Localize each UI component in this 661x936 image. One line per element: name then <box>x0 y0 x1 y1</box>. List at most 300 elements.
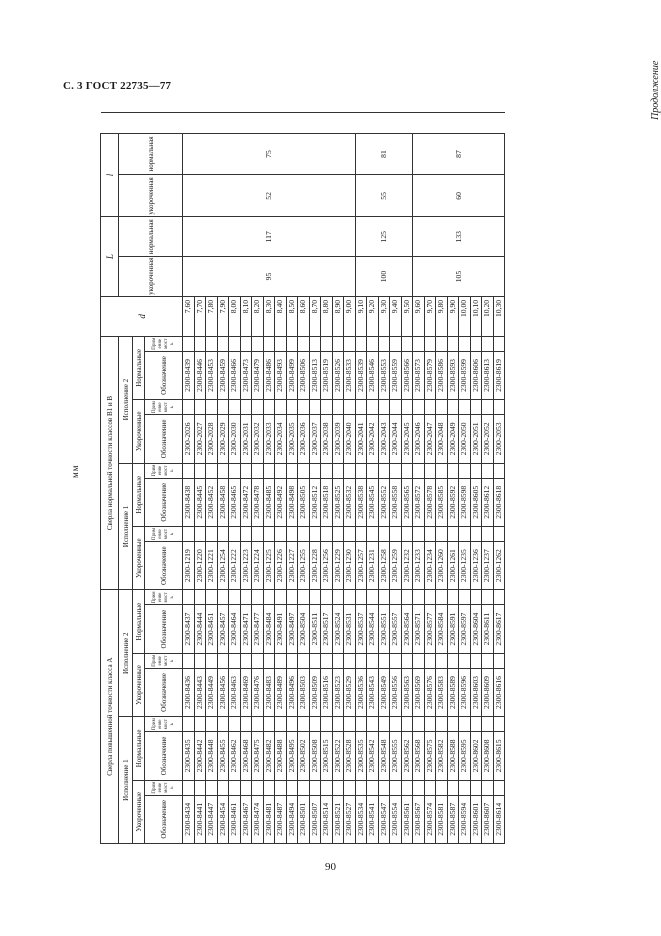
applicability-cell <box>447 653 459 668</box>
L-normal-header: нормальная <box>119 217 183 257</box>
applicability-cell <box>355 590 367 605</box>
designation-cell-b1n: 2300-8478 <box>252 478 264 526</box>
applicability-cell <box>240 336 252 351</box>
applicability-cell <box>229 336 241 351</box>
designation-cell-a1n: 2300-8542 <box>367 732 379 780</box>
applicability-cell <box>482 590 494 605</box>
designation-cell-b1s: 2300-1219 <box>183 542 195 590</box>
applicability-cell <box>321 400 333 415</box>
a-execution-2: Исполнение 2 <box>119 590 133 717</box>
L-header: L <box>101 217 119 297</box>
applicability-cell <box>263 526 275 541</box>
applicability-cell <box>275 780 287 795</box>
designation-cell-a1n: 2300-8548 <box>378 732 390 780</box>
applicability-cell <box>229 653 241 668</box>
designation-cell-b2s: 2300-2036 <box>298 415 310 463</box>
applicability-cell <box>194 653 206 668</box>
applicability-cell <box>298 463 310 478</box>
applicability-cell <box>470 463 482 478</box>
applicability-cell <box>194 717 206 732</box>
designation-cell-b1n: 2300-8492 <box>275 478 287 526</box>
applicability-cell <box>447 400 459 415</box>
designation-cell-a2n: 2300-8444 <box>194 605 206 653</box>
applicability-cell <box>493 526 505 541</box>
designation-cell-a2s: 2300-8556 <box>390 668 402 716</box>
applicability-cell <box>344 400 356 415</box>
applicability-cell <box>355 526 367 541</box>
applicability-cell <box>321 336 333 351</box>
designation-cell-a2s: 2300-8543 <box>367 668 379 716</box>
applicability-cell <box>390 336 402 351</box>
designation-cell-b2n: 2300-8573 <box>413 351 425 399</box>
designation-cell-a1s: 2300-8587 <box>447 795 459 843</box>
applicability-cell <box>367 463 379 478</box>
designation-cell-b1s: 2300-1220 <box>194 542 206 590</box>
designation-cell-b2s: 2300-2041 <box>355 415 367 463</box>
designation-cell-b1n: 2300-8512 <box>309 478 321 526</box>
designation-cell-b1n: 2300-8565 <box>401 478 413 526</box>
applicability-cell <box>413 336 425 351</box>
length-cell-l-short: 52 <box>183 175 356 217</box>
length-cell-l-short: 95 <box>183 257 356 297</box>
diameter-cell: 7,70 <box>194 296 206 336</box>
applicability-cell <box>424 590 436 605</box>
applicability-cell <box>436 590 448 605</box>
designation-cell-a2s: 2300-8523 <box>332 668 344 716</box>
diameter-cell: 8,60 <box>298 296 310 336</box>
designation-cell-a2s: 2300-8456 <box>217 668 229 716</box>
designation-cell-b1s: 2300-1224 <box>252 542 264 590</box>
designation-cell-a2n: 2300-8477 <box>252 605 264 653</box>
designation-cell-a2s: 2300-8443 <box>194 668 206 716</box>
page-number: 90 <box>325 861 336 873</box>
designation-cell-b1n: 2300-8445 <box>194 478 206 526</box>
designation-cell-a1n: 2300-8608 <box>482 732 494 780</box>
applicability-cell <box>367 526 379 541</box>
designation-cell-a1s: 2300-8607 <box>482 795 494 843</box>
designation-cell-a2n: 2300-8577 <box>424 605 436 653</box>
designation-cell-b2n: 2300-8553 <box>378 351 390 399</box>
applicability-cell <box>493 400 505 415</box>
designation-cell-a2n: 2300-8491 <box>275 605 287 653</box>
applicability-cell <box>321 780 333 795</box>
designation-cell-a2n: 2300-8437 <box>183 605 195 653</box>
designation-cell-a2s: 2300-8476 <box>252 668 264 716</box>
designation-cell-a2n: 2300-8544 <box>367 605 379 653</box>
applicability-cell <box>436 336 448 351</box>
designation-cell-b1s: 2300-1261 <box>447 542 459 590</box>
diameter-cell: 8,90 <box>332 296 344 336</box>
designation-cell-a1n: 2300-8455 <box>217 732 229 780</box>
designation-cell-a2s: 2300-8563 <box>401 668 413 716</box>
designation-cell-a1n: 2300-8582 <box>436 732 448 780</box>
diameter-cell: 10,00 <box>459 296 471 336</box>
applicability-cell <box>482 463 494 478</box>
applicability-cell <box>332 336 344 351</box>
designation-cell-a2n: 2300-8611 <box>482 605 494 653</box>
designation-cell-b1n: 2300-8472 <box>240 478 252 526</box>
applicability-cell <box>447 526 459 541</box>
designation-cell-b1s: 2300-1234 <box>424 542 436 590</box>
diameter-cell: 9,20 <box>367 296 379 336</box>
designation-cell-b2n: 2300-8593 <box>447 351 459 399</box>
applicability-cell <box>275 717 287 732</box>
applicability-cell <box>286 780 298 795</box>
designation-cell-b1s: 2300-1226 <box>275 542 287 590</box>
applicability-cell <box>390 463 402 478</box>
designation-cell-b2n: 2300-8506 <box>298 351 310 399</box>
applicability-cell <box>229 717 241 732</box>
b2n-applicability: Применяемость <box>145 336 183 351</box>
applicability-cell <box>332 653 344 668</box>
designation-cell-b1s: 2300-1254 <box>217 542 229 590</box>
designation-cell-a1n: 2300-8528 <box>344 732 356 780</box>
applicability-cell <box>424 717 436 732</box>
designation-cell-a1s: 2300-8594 <box>459 795 471 843</box>
designation-cell-b2n: 2300-8439 <box>183 351 195 399</box>
designation-cell-a1n: 2300-8482 <box>263 732 275 780</box>
applicability-cell <box>367 653 379 668</box>
applicability-cell <box>344 463 356 478</box>
applicability-cell <box>286 463 298 478</box>
designation-cell-b1s: 2300-1225 <box>263 542 275 590</box>
applicability-cell <box>436 526 448 541</box>
a2-normal-header: Нормальные <box>133 590 145 653</box>
applicability-cell <box>286 653 298 668</box>
applicability-cell <box>206 590 218 605</box>
applicability-cell <box>263 653 275 668</box>
designation-cell-a1n: 2300-8448 <box>206 732 218 780</box>
diameter-cell: 9,70 <box>424 296 436 336</box>
applicability-cell <box>344 526 356 541</box>
designation-cell-b2n: 2300-8479 <box>252 351 264 399</box>
applicability-cell <box>240 526 252 541</box>
l-normal-header: нормальная <box>119 133 183 175</box>
group-b-header: Сверла нормальной точности классов В1 и В <box>101 336 119 590</box>
b2n-designation: Обозначение <box>145 351 183 399</box>
applicability-cell <box>332 780 344 795</box>
applicability-cell <box>298 400 310 415</box>
designation-cell-a2n: 2300-8504 <box>298 605 310 653</box>
designation-cell-b2n: 2300-8579 <box>424 351 436 399</box>
applicability-cell <box>401 526 413 541</box>
applicability-cell <box>424 400 436 415</box>
rotated-table-wrapper <box>100 112 609 844</box>
applicability-cell <box>378 526 390 541</box>
designation-cell-a2s: 2300-8516 <box>321 668 333 716</box>
designation-cell-b1n: 2300-8558 <box>390 478 402 526</box>
diameter-cell: 10,10 <box>470 296 482 336</box>
applicability-cell <box>183 526 195 541</box>
applicability-cell <box>263 400 275 415</box>
designation-cell-a1s: 2300-8527 <box>344 795 356 843</box>
designation-cell-b2n: 2300-8519 <box>321 351 333 399</box>
applicability-cell <box>252 526 264 541</box>
designation-cell-a2s: 2300-8576 <box>424 668 436 716</box>
applicability-cell <box>252 780 264 795</box>
diameter-cell: 8,30 <box>263 296 275 336</box>
designation-cell-a2s: 2300-8529 <box>344 668 356 716</box>
length-cell-l-normal: 87 <box>413 133 505 175</box>
designation-cell-a2s: 2300-8536 <box>355 668 367 716</box>
applicability-cell <box>436 717 448 732</box>
applicability-cell <box>482 780 494 795</box>
designation-cell-b2s: 2300-2031 <box>240 415 252 463</box>
designation-cell-b1n: 2300-8465 <box>229 478 241 526</box>
applicability-cell <box>344 780 356 795</box>
applicability-cell <box>482 526 494 541</box>
applicability-cell <box>424 653 436 668</box>
applicability-cell <box>378 400 390 415</box>
designation-cell-a1s: 2300-8601 <box>470 795 482 843</box>
designation-cell-a1s: 2300-8447 <box>206 795 218 843</box>
applicability-cell <box>252 463 264 478</box>
applicability-cell <box>413 400 425 415</box>
designation-cell-a1n: 2300-8442 <box>194 732 206 780</box>
designation-cell-b1s: 2300-1221 <box>206 542 218 590</box>
length-cell-l-short: 60 <box>413 175 505 217</box>
designation-cell-a1s: 2300-8521 <box>332 795 344 843</box>
designation-cell-b1s: 2300-1232 <box>401 542 413 590</box>
designation-cell-b2s: 2300-2037 <box>309 415 321 463</box>
applicability-cell <box>275 336 287 351</box>
designation-cell-b1n: 2300-8618 <box>493 478 505 526</box>
designation-cell-b1s: 2300-1229 <box>332 542 344 590</box>
applicability-cell <box>447 780 459 795</box>
length-cell-l-short: 105 <box>413 257 505 297</box>
designation-cell-b2s: 2300-2032 <box>252 415 264 463</box>
applicability-cell <box>482 336 494 351</box>
group-a-header: Сверла повышенной точности класса А <box>101 590 119 844</box>
designation-cell-b2n: 2300-8493 <box>275 351 287 399</box>
length-cell-l-short: 55 <box>355 175 413 217</box>
designation-cell-b1s: 2300-1222 <box>229 542 241 590</box>
designation-cell-a2n: 2300-8497 <box>286 605 298 653</box>
designation-cell-b1s: 2300-1228 <box>309 542 321 590</box>
applicability-cell <box>424 336 436 351</box>
applicability-cell <box>217 780 229 795</box>
applicability-cell <box>229 463 241 478</box>
designation-cell-b2n: 2300-8486 <box>263 351 275 399</box>
diameter-cell: 8,20 <box>252 296 264 336</box>
designation-cell-b2s: 2300-2027 <box>194 415 206 463</box>
applicability-cell <box>493 463 505 478</box>
applicability-cell <box>217 590 229 605</box>
designation-cell-a1s: 2300-8581 <box>436 795 448 843</box>
designation-cell-a1s: 2300-8574 <box>424 795 436 843</box>
applicability-cell <box>390 780 402 795</box>
designation-cell-a2n: 2300-8517 <box>321 605 333 653</box>
applicability-cell <box>263 336 275 351</box>
diameter-cell: 9,90 <box>447 296 459 336</box>
applicability-cell <box>321 526 333 541</box>
a1n-designation: Обозначение <box>145 732 183 780</box>
designation-cell-a1n: 2300-8435 <box>183 732 195 780</box>
applicability-cell <box>229 590 241 605</box>
applicability-cell <box>413 780 425 795</box>
designation-cell-a2s: 2300-8483 <box>263 668 275 716</box>
a1-normal-header: Нормальные <box>133 717 145 780</box>
designation-cell-a1s: 2300-8561 <box>401 795 413 843</box>
designation-cell-a1s: 2300-8467 <box>240 795 252 843</box>
applicability-cell <box>459 590 471 605</box>
applicability-cell <box>355 336 367 351</box>
diameter-cell: 8,50 <box>286 296 298 336</box>
applicability-cell <box>378 780 390 795</box>
designation-cell-b1s: 2300-1231 <box>367 542 379 590</box>
designation-cell-b1n: 2300-8452 <box>206 478 218 526</box>
diameter-cell: 9,80 <box>436 296 448 336</box>
applicability-cell <box>309 526 321 541</box>
applicability-cell <box>413 526 425 541</box>
designation-cell-b1s: 2300-1259 <box>390 542 402 590</box>
applicability-cell <box>401 463 413 478</box>
designation-cell-a2n: 2300-8604 <box>470 605 482 653</box>
designation-cell-a2n: 2300-8597 <box>459 605 471 653</box>
applicability-cell <box>447 336 459 351</box>
applicability-cell <box>355 400 367 415</box>
applicability-cell <box>275 463 287 478</box>
applicability-cell <box>263 590 275 605</box>
applicability-cell <box>332 463 344 478</box>
designation-cell-a2s: 2300-8463 <box>229 668 241 716</box>
designation-cell-b2n: 2300-8526 <box>332 351 344 399</box>
applicability-cell <box>217 336 229 351</box>
applicability-cell <box>206 653 218 668</box>
diameter-cell: 8,80 <box>321 296 333 336</box>
designation-cell-a1n: 2300-8602 <box>470 732 482 780</box>
a-execution-1: Исполнение 1 <box>119 717 133 844</box>
applicability-cell <box>470 653 482 668</box>
table-row <box>413 113 425 844</box>
applicability-cell <box>436 463 448 478</box>
designation-cell-a1n: 2300-8495 <box>286 732 298 780</box>
length-cell-l-normal: 75 <box>183 133 356 175</box>
designation-cell-b1n: 2300-8438 <box>183 478 195 526</box>
b2-short-header: Укороченные <box>133 400 145 463</box>
applicability-cell <box>413 653 425 668</box>
applicability-cell <box>470 400 482 415</box>
a1s-designation: Обозначение <box>145 795 183 843</box>
applicability-cell <box>367 780 379 795</box>
designation-cell-b1s: 2300-1227 <box>286 542 298 590</box>
b1-short-header: Укороченные <box>133 526 145 589</box>
applicability-cell <box>194 400 206 415</box>
designation-cell-b2s: 2300-2038 <box>321 415 333 463</box>
designation-cell-b2n: 2300-8606 <box>470 351 482 399</box>
designation-cell-b2s: 2300-2028 <box>206 415 218 463</box>
designation-cell-b1n: 2300-8592 <box>447 478 459 526</box>
designation-cell-b1s: 2300-1256 <box>321 542 333 590</box>
designation-cell-a2n: 2300-8557 <box>390 605 402 653</box>
designation-cell-b1s: 2300-1257 <box>355 542 367 590</box>
designation-cell-a1n: 2300-8615 <box>493 732 505 780</box>
applicability-cell <box>309 336 321 351</box>
applicability-cell <box>332 717 344 732</box>
designation-cell-a2n: 2300-8564 <box>401 605 413 653</box>
designation-cell-b1n: 2300-8598 <box>459 478 471 526</box>
applicability-cell <box>482 400 494 415</box>
applicability-cell <box>183 590 195 605</box>
applicability-cell <box>332 400 344 415</box>
designation-cell-b2n: 2300-8566 <box>401 351 413 399</box>
applicability-cell <box>252 336 264 351</box>
applicability-cell <box>367 400 379 415</box>
applicability-cell <box>183 717 195 732</box>
applicability-cell <box>321 717 333 732</box>
applicability-cell <box>194 336 206 351</box>
applicability-cell <box>355 463 367 478</box>
table-row <box>355 113 367 844</box>
designation-cell-b1n: 2300-8612 <box>482 478 494 526</box>
applicability-cell <box>206 463 218 478</box>
applicability-cell <box>459 463 471 478</box>
applicability-cell <box>424 780 436 795</box>
applicability-cell <box>240 717 252 732</box>
designation-cell-b1s: 2300-1258 <box>378 542 390 590</box>
b-execution-1: Исполнение 1 <box>119 463 133 590</box>
diameter-cell: 8,70 <box>309 296 321 336</box>
applicability-cell <box>332 590 344 605</box>
designation-cell-a1s: 2300-8554 <box>390 795 402 843</box>
applicability-cell <box>240 590 252 605</box>
length-cell-l-normal: 117 <box>183 217 356 257</box>
designation-cell-b2s: 2300-2045 <box>401 415 413 463</box>
applicability-cell <box>298 780 310 795</box>
applicability-cell <box>378 336 390 351</box>
applicability-cell <box>390 400 402 415</box>
designation-cell-a1n: 2300-8475 <box>252 732 264 780</box>
designation-cell-a2n: 2300-8531 <box>344 605 356 653</box>
designation-cell-b1s: 2300-1260 <box>436 542 448 590</box>
designation-cell-b2n: 2300-8459 <box>217 351 229 399</box>
diameter-cell: 9,10 <box>355 296 367 336</box>
designation-cell-b2s: 2300-2026 <box>183 415 195 463</box>
applicability-cell <box>298 653 310 668</box>
designation-cell-b2s: 2300-2047 <box>424 415 436 463</box>
applicability-cell <box>401 336 413 351</box>
designation-cell-b1s: 2300-1223 <box>240 542 252 590</box>
designation-cell-b2s: 2300-2030 <box>229 415 241 463</box>
designation-cell-a2s: 2300-8449 <box>206 668 218 716</box>
designation-cell-b2s: 2300-2043 <box>378 415 390 463</box>
designation-cell-b1n: 2300-8605 <box>470 478 482 526</box>
designation-cell-b2s: 2300-2052 <box>482 415 494 463</box>
designation-cell-b2s: 2300-2044 <box>390 415 402 463</box>
b2s-applicability: Применяемость <box>145 400 183 415</box>
l-header: l <box>101 133 119 217</box>
applicability-cell <box>206 526 218 541</box>
designation-cell-a2s: 2300-8509 <box>309 668 321 716</box>
diameter-cell: 7,90 <box>217 296 229 336</box>
length-cell-l-normal: 133 <box>413 217 505 257</box>
applicability-cell <box>390 526 402 541</box>
length-cell-l-normal: 125 <box>355 217 413 257</box>
applicability-cell <box>470 336 482 351</box>
applicability-cell <box>459 780 471 795</box>
a1n-applicability: Применяемость <box>145 717 183 732</box>
designation-cell-a1s: 2300-8481 <box>263 795 275 843</box>
designation-cell-b1n: 2300-8518 <box>321 478 333 526</box>
applicability-cell <box>217 717 229 732</box>
applicability-cell <box>321 653 333 668</box>
designation-cell-a2s: 2300-8469 <box>240 668 252 716</box>
applicability-cell <box>401 717 413 732</box>
designation-cell-a1s: 2300-8454 <box>217 795 229 843</box>
a1-short-header: Укороченные <box>133 780 145 843</box>
diameter-cell: 9,60 <box>413 296 425 336</box>
applicability-cell <box>252 400 264 415</box>
